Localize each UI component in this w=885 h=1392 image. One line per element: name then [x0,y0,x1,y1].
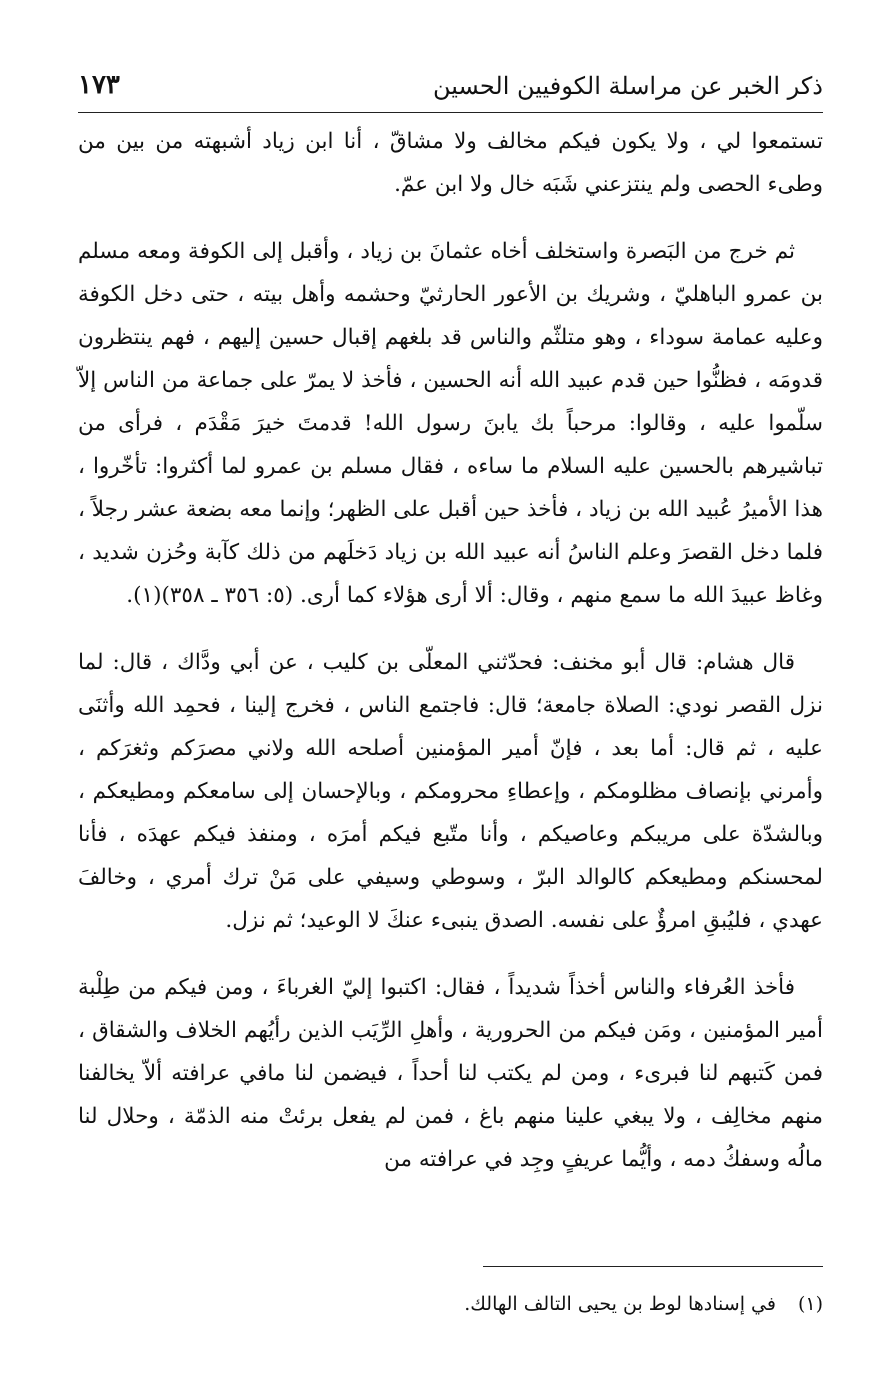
running-header-title: ذكر الخبر عن مراسلة الكوفيين الحسين [433,72,823,100]
main-text [78,120,823,1205]
footnote-number: (١) [797,1293,823,1315]
paragraph: قال هشام: قال أبو مخنف: فحدّثني المعلّى بن كليب ، عن أبي ودَّاك ، قال: لما نزل القصر نودي: الصلاة جامعة؛ قال: فاجتمع الناس ، فخرج إلينا ، فحمِد الله وأثنَى عليه ، ثم قال: أما بعد ، فإنّ أمير المؤمنين أصلحه الله ولاني مصرَكم وثغرَكم ، وأمرني بإنصاف مظلومكم ، وإعطاءِ محرومكم ، وبالإحسان إلى سامعكم ومطيعكم ، وبالشدّة على مريبكم وعاصيكم ، وأنا متّبع فيكم أمرَه ، ومنفذ فيكم عهدَه ، فأنا لمحسنكم ومطيعكم كالوالد البرّ ، وسوطي وسيفي على مَنْ ترك أمري ، وخالفَ عهدي ، فليُبقِ امرؤٌ على نفسه. الصدق ينبىء عنكَ لا الوعيد؛ ثم نزل. [78,650,823,933]
footnote-divider [483,1266,823,1267]
paragraph: تستمعوا لي ، ولا يكون فيكم مخالف ولا مشاقّ ، أنا ابن زياد أشبهته من بين من وطىء الحصى ولم ينتزعني شَبَه خال ولا ابن عمّ. [78,129,823,197]
footnote-text: في إسنادها لوط بن يحيى التالف الهالك. [464,1293,776,1315]
footnote [78,1287,823,1321]
paragraph: فأخذ العُرفاء والناس أخذاً شديداً ، فقال: اكتبوا إليّ الغرباءَ ، ومن فيكم من طِلْبة أمير المؤمنين ، ومَن فيكم من الحرورية ، وأهلِ الرِّيَب الذين رأيُهم الخلاف والشقاق ، فمن كَتبهم لنا فبرىء ، ومن لم يكتب لنا أحداً ، فيضمن لنا مافي عرافته ألاّ يخالفنا منهم مخالِف ، ولا يبغي علينا منهم باغ ، فمن لم يفعل برئتْ منه الذمّة ، وحلال لنا مالُه وسفكُ دمه ، وأيُّما عريفٍ وجِد في عرافته من [78,975,823,1172]
paragraph: ثم خرج من البَصرة واستخلف أخاه عثمانَ بن زياد ، وأقبل إلى الكوفة ومعه مسلم بن عمرو الباهليّ ، وشريك بن الأعور الحارثيّ وحشمه وأهل بيته ، حتى دخل الكوفة وعليه عمامة سوداء ، وهو متلثّم والناس قد بلغهم إقبال حسين إليهم ، فهم ينتظرون قدومَه ، فظنُّوا حين قدم عبيد الله أنه الحسين ، فأخذ لا يمرّ على جماعة من الناس إلاّ سلّموا عليه ، وقالوا: مرحباً بك يابنَ رسول الله! قدمتَ خيرَ مَقْدَم ، فرأى من تباشيرهم بالحسين عليه السلام ما ساءه ، فقال مسلم بن عمرو لما أكثروا: تأخّروا ، هذا الأميرُ عُبيد الله بن زياد ، فأخذ حين أقبل على الظهر؛ وإنما معه بضعة عشر رجلاً ، فلما دخل القصرَ وعلم الناسُ أنه عبيد الله بن زياد دَخلَهم من ذلك كآبة وحُزن شديد ، وغاظ عبيدَ الله ما سمع منهم ، وقال: ألا أرى هؤلاء كما أرى. (٥: ٣٥٦ ـ ٣٥٨)(١). [78,239,823,608]
running-header [78,68,823,113]
page-number: ١٧٣ [78,70,120,100]
